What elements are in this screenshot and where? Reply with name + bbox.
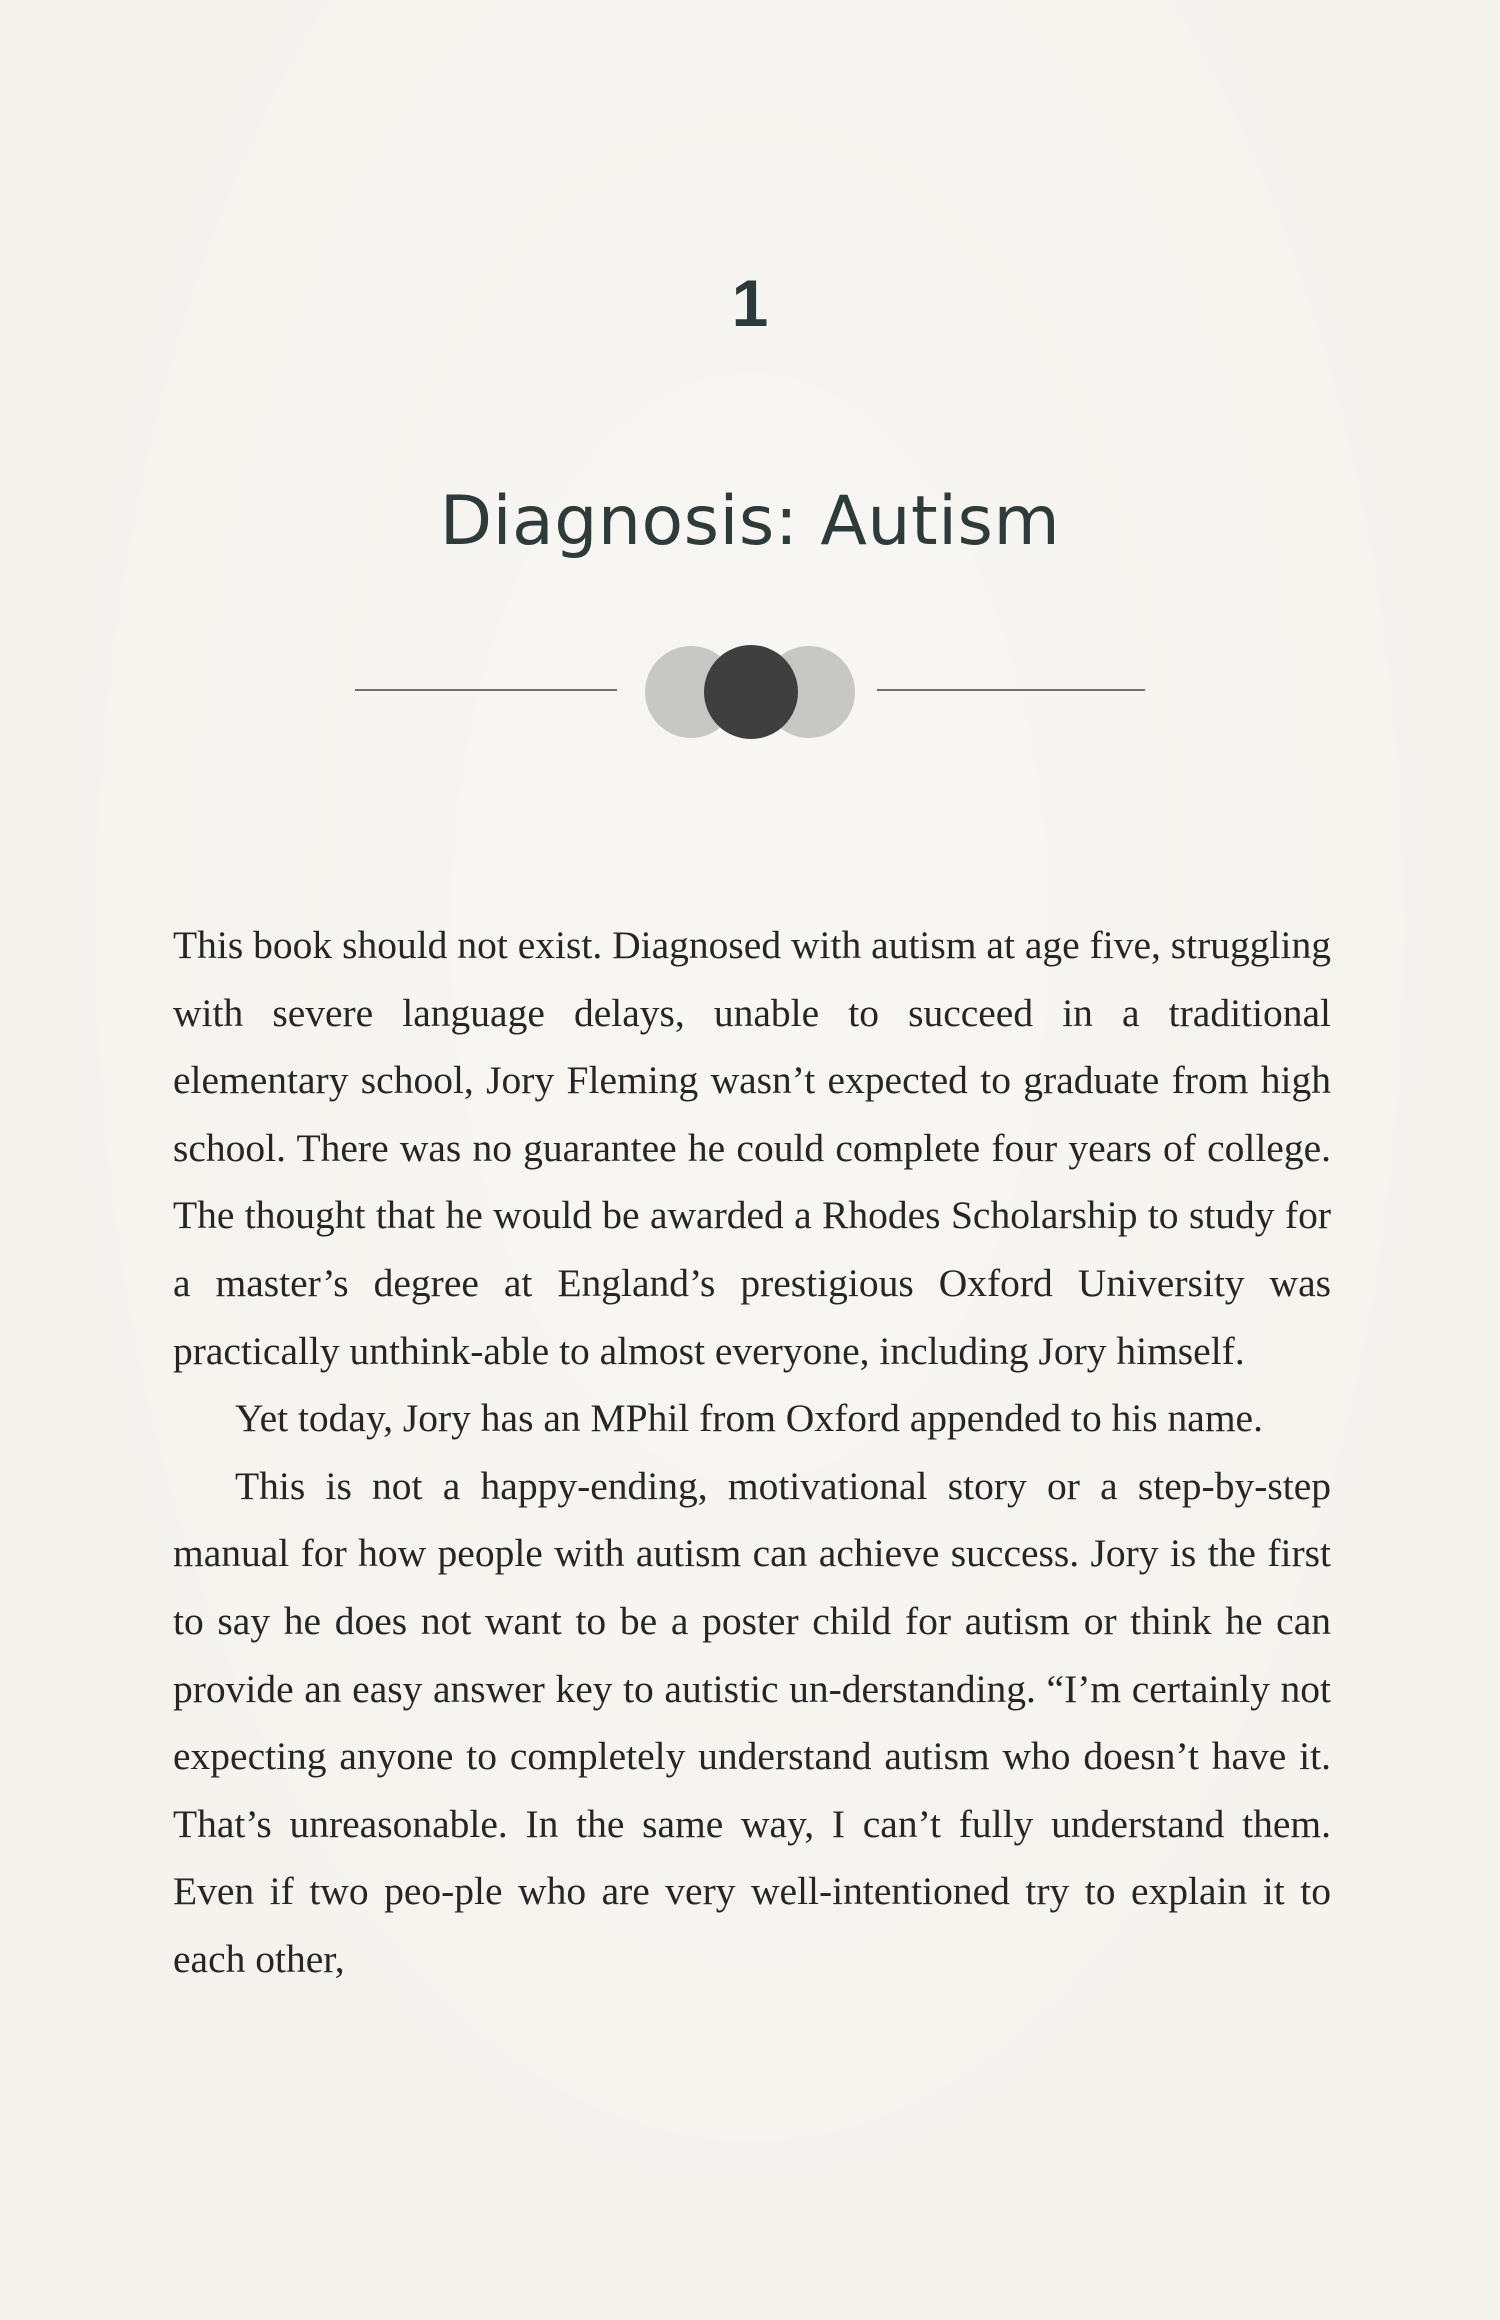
divider-rule-right <box>877 689 1145 691</box>
paragraph-3: This is not a happy-ending, motivational story or a step-by-step manual for how people with autism can achieve success. Jory is the first to say he does not want to be a poster child for autism or think he can provide an easy answer key to autistic un-derstanding. “I’m certainly not expecting anyone to completely understand autism who doesn’t have it. That’s unreasonable. In the same way, I can’t fully understand them. Even if two peo-ple who are very well-intentioned try to explain it to each other, <box>173 1463 1331 1981</box>
chapter-number: 1 <box>731 266 769 340</box>
paragraph-1: This book should not exist. Diagnosed with autism at age five, struggling with severe language delays, unable to succeed in a traditional elementary school, Jory Fleming wasn’t expected to graduate from high school. There was no guarantee he could complete four years of college. The thought that he would be awarded a Rhodes Scholarship to study for a master’s degree at England’s prestigious Oxford University was practically unthink-able to almost everyone, including Jory himself. <box>173 923 1331 1373</box>
divider-rule-left <box>355 689 617 691</box>
chapter-ornament-divider <box>355 640 1145 740</box>
ornament-center-circle-icon <box>704 645 798 739</box>
paragraph-2: Yet today, Jory has an MPhil from Oxford appended to his name. <box>235 1396 1263 1441</box>
chapter-title: Diagnosis: Autism <box>439 482 1061 561</box>
chapter-body-text <box>173 912 1331 1994</box>
